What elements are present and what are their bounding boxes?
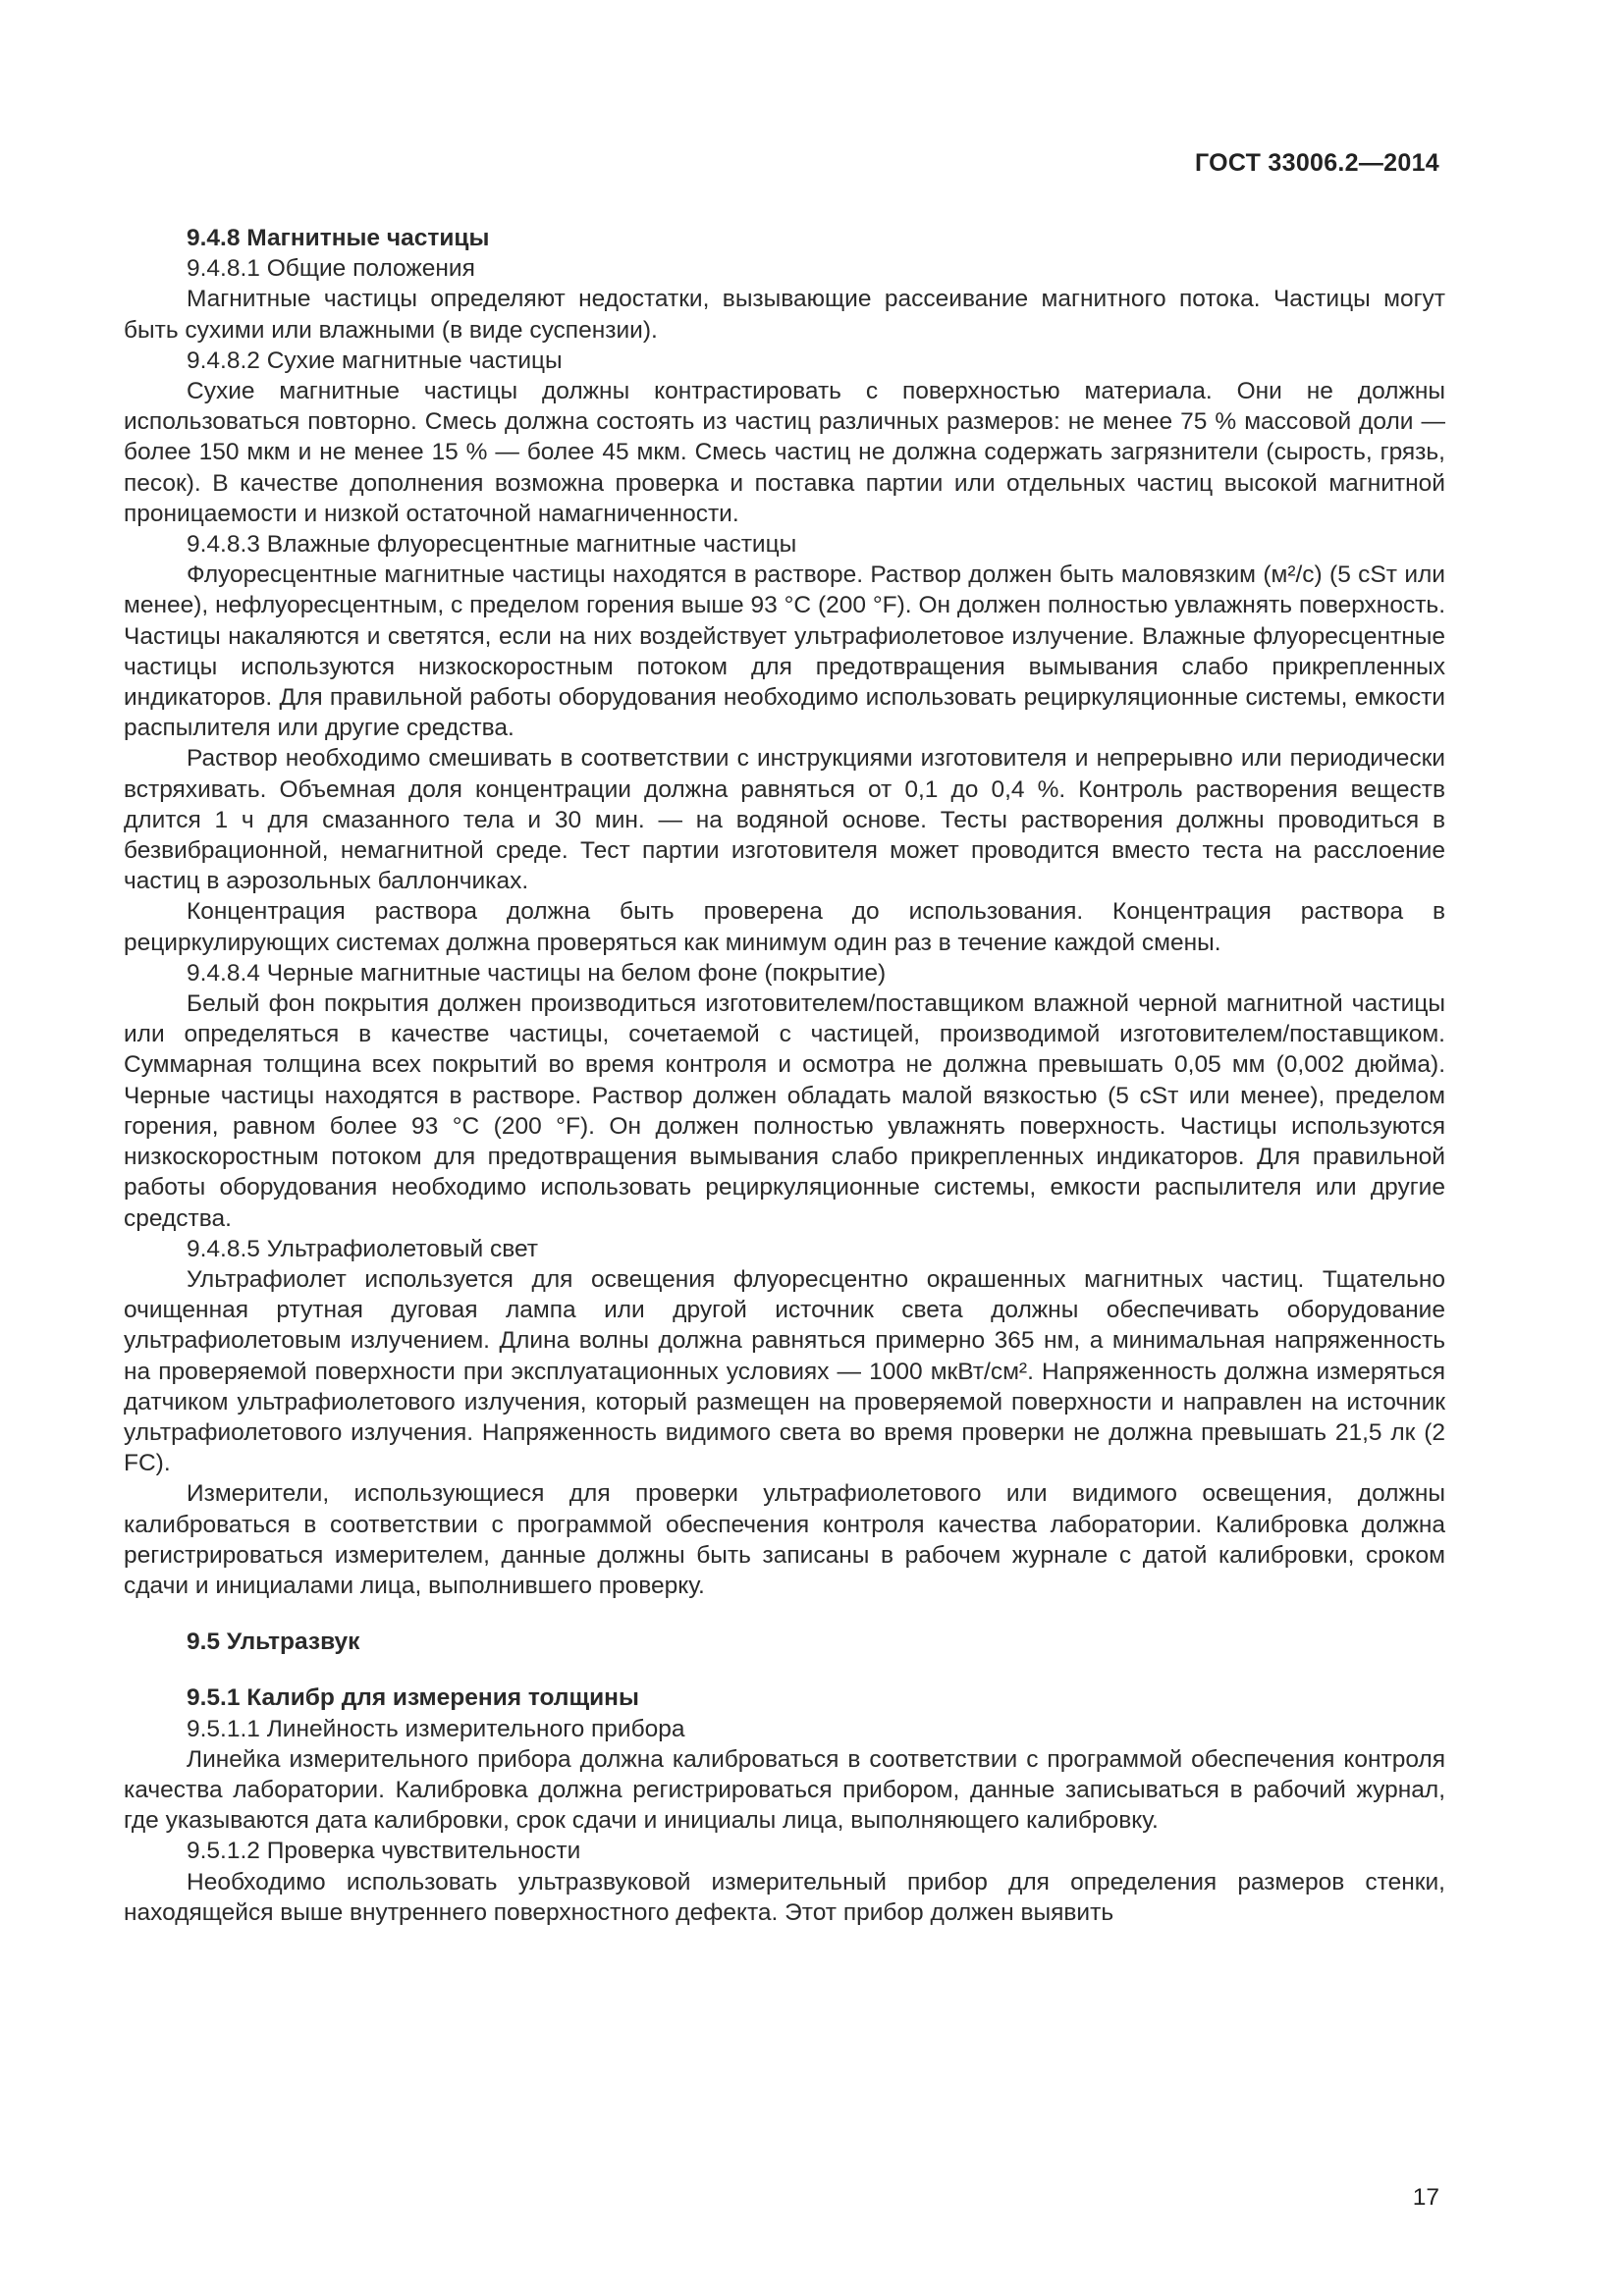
section-heading-9-4-8: 9.4.8 Магнитные частицы (187, 225, 490, 251)
subsection-title-9-4-8-3: 9.4.8.3 Влажные флуоресцентные магнитные частицы (187, 531, 797, 559)
document-standard-id: ГОСТ 33006.2—2014 (1194, 149, 1439, 177)
paragraph: Концентрация раствора должна быть проверена до использования. Концентрация раствора в рециркулирующих системах должна проверяться как минимум один раз в течение каждой смены. (124, 898, 1445, 956)
subsection-title-9-5-1-2: 9.5.1.2 Проверка чувствительности (187, 1838, 581, 1865)
paragraph: Раствор необходимо смешивать в соответствии с инструкциями изготовителя и непрерывно или периодически встряхивать. Объемная доля концентрации должна равняться от 0,1 до 0,4 %. Контроль растворения веществ длится 1 ч для смазанного тела и 30 мин. — на водяной основе. Тесты растворения должны проводиться в безвибрационной, немагнитной среде. Тест партии изготовителя может проводится вместо теста на расслоение частиц в аэрозольных баллончиках. (124, 745, 1445, 895)
subsection-title-9-4-8-4: 9.4.8.4 Черные магнитные частицы на белом фоне (покрытие) (187, 959, 887, 987)
subsection-title-9-5-1-1: 9.5.1.1 Линейность измерительного прибора (187, 1715, 685, 1742)
paragraph: Линейка измерительного прибора должна калиброваться в соответствии с программой обеспечения контроля качества лаборатории. Калибровка должна регистрироваться прибором, данные записываться в рабочий журнал, где указываются дата калибровки, срок сдачи и инициалы лица, выполняющего калибровку. (124, 1745, 1445, 1835)
paragraph: Ультрафиолет используется для освещения флуоресцентно окрашенных магнитных частиц. Тщательно очищенная ртутная дуговая лампа или другой источник света должны обеспечивать оборудование ультрафиолетовым излучением. Длина волны должна равняться примерно 365 нм, а минимальная напряженность на проверяемой поверхности при эксплуатационных условиях — 1000 мкВт/см². Напряженность должна измеряться датчиком ультрафиолетового излучения, который размещен на проверяемой поверхности и направлен на источник ультрафиолетового излучения. Напряженность видимого света во время проверки не должна превышать 21,5 лк (2 FC). (124, 1265, 1445, 1477)
page-number: 17 (1412, 2184, 1439, 2211)
paragraph: Флуоресцентные магнитные частицы находятся в растворе. Раствор должен быть маловязким (м²/с) (5 cSт или менее), нефлуоресцентным, с пределом горения выше 93 °C (200 °F). Он должен полностью увлажнять поверхность. Частицы накаляются и светятся, если на них воздействует ультрафиолетовое излучение. Влажные флуоресцентные частицы используются низкоскоростным потоком для предотвращения вымывания слабо прикрепленных индикаторов. Для правильной работы оборудования необходимо использовать рециркуляционные системы, емкости распылителя или другие средства. (124, 561, 1445, 742)
subsection-title-9-4-8-5: 9.4.8.5 Ультрафиолетовый свет (187, 1235, 539, 1262)
paragraph: Белый фон покрытия должен производиться изготовителем/поставщиком влажной черной магнитной частицы или определяться в качестве частицы, сочетаемой с частицей, производимой изготовителем/поставщиком. Суммарная толщина всех покрытий во время контроля и осмотра не должна превышать 0,05 мм (0,002 дюйма). Черные частицы находятся в растворе. Раствор должен обладать малой вязкостью (5 cSт или менее), пределом горения, равном более 93 °C (200 °F). Он должен полностью увлажнять поверхность. Частицы используются низкоскоростным потоком для предотвращения вымывания слабо прикрепленных индикаторов. Для правильной работы оборудования необходимо использовать рециркуляционные системы, емкости распылителя или другие средства. (124, 990, 1445, 1232)
paragraph: Магнитные частицы определяют недостатки, вызывающие рассеивание магнитного потока. Частицы могут быть сухими или влажными (в виде суспензии). (124, 286, 1445, 344)
paragraph: Измерители, использующиеся для проверки ультрафиолетового или видимого освещения, должны калиброваться в соответствии с программой обеспечения контроля качества лаборатории. Калибровка должна регистрироваться измерителем, данные должны быть записаны в рабочем журнале с датой калибровки, сроком сдачи и инициалами лица, выполнившего проверку. (124, 1480, 1445, 1599)
paragraph: Необходимо использовать ультразвуковой измерительный прибор для определения размеров стенки, находящейся выше внутреннего поверхностного дефекта. Этот прибор должен выявить (124, 1868, 1445, 1926)
document-body (124, 223, 1445, 1928)
section-heading-9-5-1: 9.5.1 Калибр для измерения толщины (187, 1684, 639, 1712)
subsection-title-9-4-8-1: 9.4.8.1 Общие положения (187, 255, 475, 283)
subsection-title-9-4-8-2: 9.4.8.2 Сухие магнитные частицы (187, 347, 563, 374)
section-heading-9-5: 9.5 Ультразвук (187, 1629, 360, 1656)
paragraph: Сухие магнитные частицы должны контрастировать с поверхностью материала. Они не должны использоваться повторно. Смесь должна состоять из частиц различных размеров: не менее 75 % массовой доли — более 150 мкм и не менее 15 % — более 45 мкм. Смесь частиц не должна содержать загрязнители (сырость, грязь, песок). В качестве дополнения возможна проверка и поставка партии или отдельных частиц высокой магнитной проницаемости и низкой остаточной намагниченности. (124, 378, 1445, 527)
